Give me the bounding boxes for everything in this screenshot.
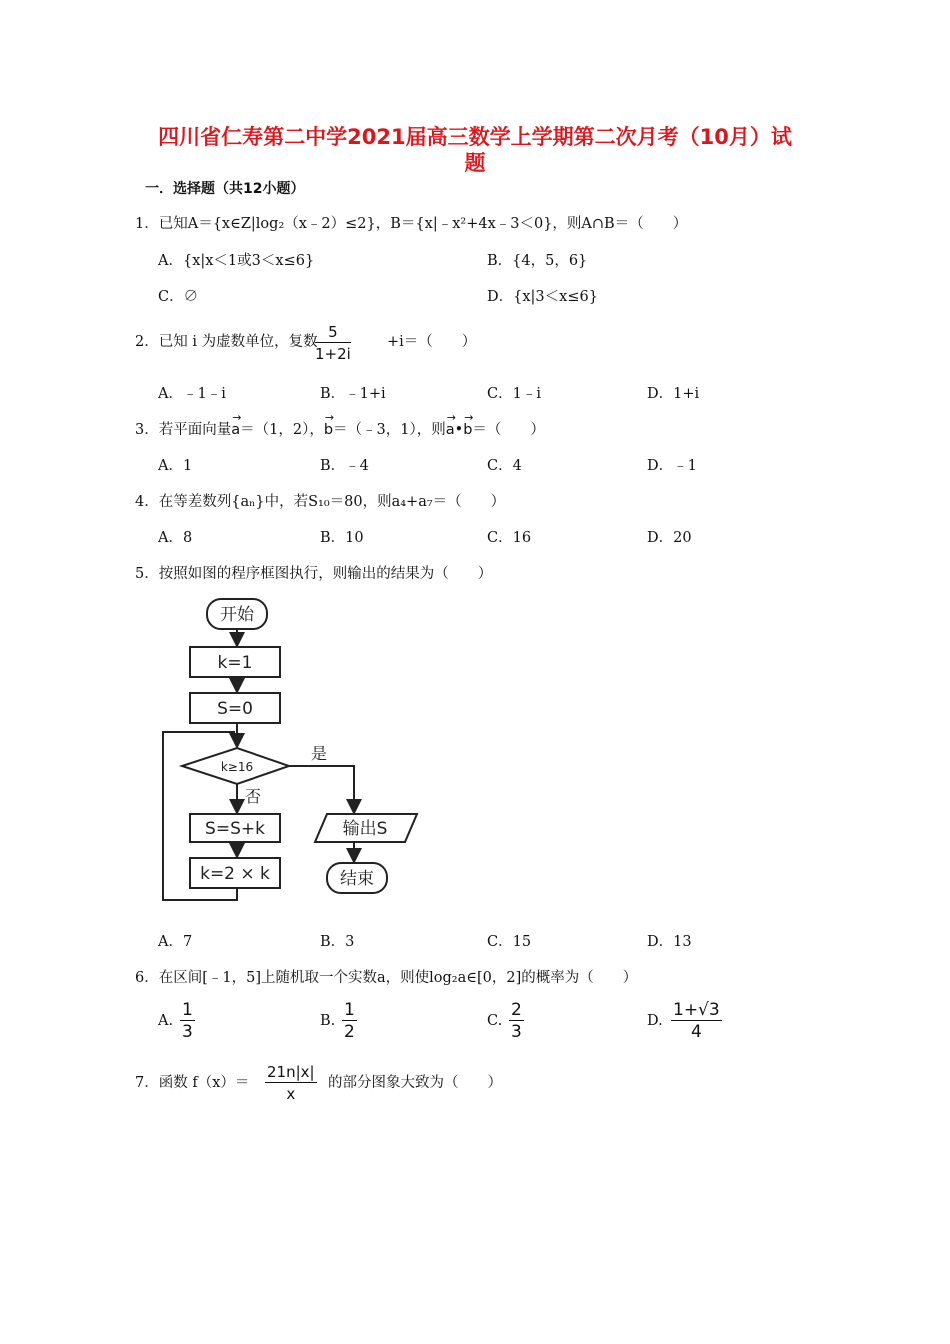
q2-frac-num: 5 [315,322,351,343]
q1-option-d: D．{x|3＜x≤6} [487,289,598,305]
q5-option-c: C．15 [487,934,532,950]
q2-fraction [315,322,351,365]
page-title-line1: 四川省仁寿第二中学2021届高三数学上学期第二次月考（10月）试 [158,125,792,149]
q6-option-c-fraction [509,1000,524,1043]
q6-option-c-label: C. [487,1013,503,1029]
q3-vector-a: → a [231,422,240,438]
flow-s-init-label: S=0 [217,699,253,719]
q5-option-d: D．13 [647,934,692,950]
q2-option-a: A．﹣1﹣i [158,386,226,402]
q1-option-c: C．∅ [158,289,199,305]
flow-yes-label: 是 [310,744,328,763]
q4-option-d: D．20 [647,530,692,546]
q7-stem-pre: 7．函数 f（x）＝ [135,1075,250,1091]
q4-option-a: A．8 [158,530,193,546]
flow-condition-label: k≥16 [220,760,254,774]
q6-option-a-label: A. [158,1013,174,1029]
q7-frac-num: 21n|x| [267,1063,315,1081]
q4-stem: 4．在等差数列{aₙ}中，若S₁₀＝80，则a₄+a₇＝（ ） [135,494,506,510]
flow-k-update-label: k=2 × k [200,864,270,884]
q1-option-b: B．{4，5，6} [487,253,588,269]
q6-option-b-label: B. [320,1013,336,1029]
q3-stem-post: ＝（ ） [472,422,545,438]
q3-stem [135,418,545,439]
section-heading: 一．选择题（共12小题） [145,181,305,197]
q3-eq-b: ＝（﹣3，1），则 [333,422,446,438]
q3-stem-pre: 3．若平面向量 [135,422,232,438]
q3-option-c: C．4 [487,458,522,474]
q3-dot: • [454,422,464,438]
q3-vector-b2: → b [463,422,472,438]
q6-a-den: 3 [182,1022,193,1042]
flow-start-label: 开始 [220,605,254,625]
q6-option-d-fraction [671,1000,722,1043]
q3-vector-a2: → a [446,422,455,438]
q4-option-b: B．10 [320,530,364,546]
q6-a-num: 1 [182,1000,193,1020]
flow-s-update-label: S=S+k [205,819,265,839]
q6-b-num: 1 [344,1000,355,1020]
q6-option-b-fraction [342,1000,357,1043]
q6-d-num: 1+√3 [673,1000,720,1020]
q5-flowchart [157,592,427,907]
q6-d-den: 4 [690,1022,702,1042]
q6-option-d-label: D. [647,1013,663,1029]
q1-stem: 1．已知A＝{x∈Z|log₂（x﹣2）≤2}，B＝{x|﹣x²+4x﹣3＜0}，则A∩B＝（ ） [135,216,688,232]
q5-stem: 5．按照如图的程序框图执行，则输出的结果为（ ） [135,566,493,582]
flow-no-label: 否 [244,787,262,806]
q2-option-c: C．1﹣i [487,386,541,402]
q7-fraction [265,1062,317,1105]
q3-eq-a: ＝（1，2）， [240,422,324,438]
q5-option-a: A．7 [158,934,193,950]
q7-stem-post: 的部分图象大致为（ ） [328,1075,502,1091]
q7-frac-den: x [286,1085,296,1103]
q2-frac-den: 1+2i [315,345,351,363]
q2-stem-post: +i＝（ ） [387,334,477,350]
q4-option-c: C．16 [487,530,532,546]
flow-end-label: 结束 [340,869,374,889]
q2-option-d: D．1+i [647,386,700,402]
page-title-line2: 题 [464,151,486,175]
flow-output-label: 输出S [342,819,388,839]
q6-c-den: 3 [511,1022,522,1042]
q3-option-b: B．﹣4 [320,458,369,474]
q5-option-b: B．3 [320,934,355,950]
q2-stem-pre: 2．已知 i 为虚数单位，复数 [135,334,318,350]
q3-option-d: D．﹣1 [647,458,697,474]
q3-option-a: A．1 [158,458,193,474]
q1-option-a: A．{x|x＜1或3＜x≤6} [158,253,315,269]
flow-k-init-label: k=1 [217,653,253,673]
q3-vector-b: → b [324,422,333,438]
q2-option-b: B．﹣1+i [320,386,386,402]
q6-option-a-fraction [180,1000,195,1043]
q6-stem: 6．在区间[﹣1，5]上随机取一个实数a，则使log₂a∈[0，2]的概率为（ ） [135,970,638,986]
q6-b-den: 2 [344,1022,355,1042]
q6-c-num: 2 [511,1000,522,1020]
